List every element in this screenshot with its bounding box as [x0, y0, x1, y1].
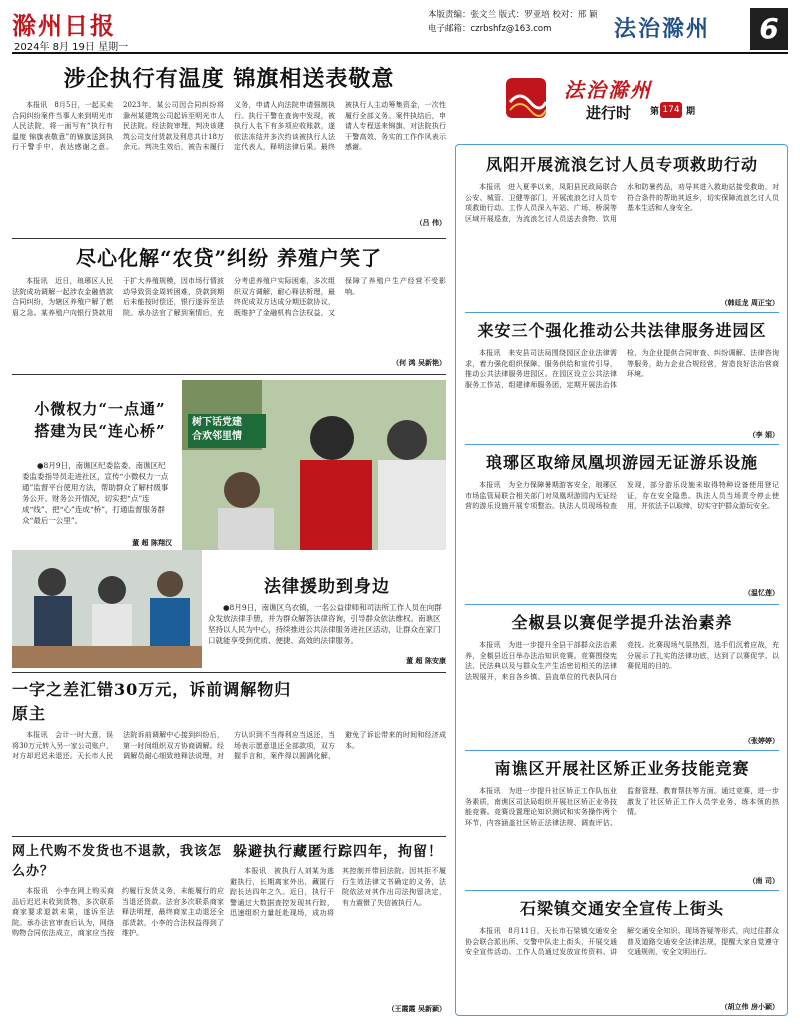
article-body [12, 100, 446, 216]
divider [12, 836, 446, 837]
photo-legal-aid [12, 550, 202, 668]
issue-prefix: 第 [650, 107, 660, 117]
article-body [465, 182, 779, 296]
headline: 来安三个强化推动公共法律服务进园区 [477, 321, 767, 340]
article-body [12, 730, 446, 832]
photo-image [12, 550, 202, 668]
article-r5 [465, 756, 779, 886]
article-paragraph: 本报讯 会计一时大意，误将30万元转入另一家公司账户，对方却迟迟未退还。天长市人民法院诉前调解中心接到纠纷后，第一时间组织双方协商调解。经调解员耐心细致地释法说理，对方认识到不当得利应当返还，当场表示愿意退还全部款项，双方握手言和，案件得以圆满化解，避免了诉讼带来的时间和经济成本。 [12, 731, 446, 761]
article-body [465, 926, 779, 1000]
article-paragraph: 本报讯 被执行人刘某为逃避执行，长期离家外出，藏匿行踪长达四年之久。近日，执行干警通过大数据查控发现其行踪，迅速组织力量赶赴现场，成功将其控制并带回法院。因其拒不履行生效法律文书确定的义务，法院依法对其作出司法拘留决定，有力震慑了失信被执行人。 [230, 867, 446, 918]
article-body [465, 480, 779, 586]
article-paragraph: 本报讯 为进一步提升社区矫正工作队伍业务素质，南谯区司法局组织开展社区矫正业务技能竞赛。竞赛设置理论知识测试和实务操作两个环节，内容涵盖社区矫正法律法规、调查评估、监督管理、教育帮扶等方面。通过竞赛，进一步激发了社区矫正工作人员学业务、练本领的热情。 [465, 787, 779, 827]
banner-title: 法治滁州 [564, 78, 652, 102]
photo-sign-text: 树下话党建 合欢邻里情 [192, 417, 242, 442]
paper-name: 滁州日报 [12, 11, 116, 40]
headline: 躲避执行藏匿行踪四年，拘留！ [233, 844, 443, 860]
issue-date: 2024年 8月 19日 星期一 [14, 42, 129, 53]
byline: （吕 伟） [415, 218, 446, 227]
section-name: 法治滁州 [614, 16, 711, 42]
banner-subtitle: 进行时 [586, 104, 632, 122]
article-body [12, 886, 224, 1018]
article-a7 [230, 842, 446, 1018]
divider [12, 238, 446, 239]
headline: 小微权力“一点通” 搭建为民“连心桥” [34, 400, 166, 440]
byline: （韩廷龙 周正宝） [720, 298, 779, 307]
headline: 石梁镇交通安全宣传上街头 [519, 899, 724, 918]
byline: （胡立伟 房小颖） [720, 1002, 779, 1011]
column-banner [506, 72, 756, 128]
staff-editors: 本版责编：张文兰 版式：罗亚培 校对：邢 颖 [428, 10, 598, 20]
article-paragraph: 本报讯 小李在网上购买商品后迟迟未收到货物，多次联系商家要求退款未果，遂诉至法院。承办法官审查后认为，网络购物合同依法成立，商家应当按约履行发货义务，未能履行的应当退还货款。法官多次联系商家释法明理，最终商家主动退还全部货款，小李的合法权益得到了维护。 [12, 887, 224, 938]
divider [465, 604, 779, 605]
issue-suffix: 期 [686, 107, 696, 117]
masthead [12, 6, 788, 54]
divider [12, 374, 446, 375]
article-r6 [465, 896, 779, 1012]
headline: 南谯区开展社区矫正业务技能竞赛 [494, 759, 750, 778]
article-r4 [465, 610, 779, 746]
article-r3 [465, 450, 779, 600]
article-a2 [12, 244, 446, 370]
divider [465, 890, 779, 891]
byline: 董 超 陈翔汉 [132, 538, 172, 547]
article-paragraph: 本报讯 进入夏季以来，凤阳县民政局联合公安、城管、卫健等部门，开展流浪乞讨人员专项救助行动。工作人员深入车站、广场、桥洞等区域开展巡查，为流浪乞讨人员送去食物、饮用水和防暑药品，劝导其进入救助站接受救助，对符合条件的帮助其返乡，切实保障流浪乞讨人员基本生活和人身安全。 [465, 183, 779, 223]
byline: （张婷婷） [744, 736, 779, 745]
article-body [465, 348, 779, 428]
byline: （温忆莲） [744, 588, 779, 597]
article-paragraph: 本报讯 来安县司法局围绕园区企业法律需求，着力强化组织保障、服务供给和宣传引导，推动公共法律服务进园区。在园区设立公共法律服务工作站，组建律师服务团，定期开展法治体检，为企业提供合同审查、纠纷调解、法律咨询等服务，助力企业合规经营，营造良好法治营商环境。 [465, 349, 779, 389]
headline: 涉企执行有温度 锦旗相送表敬意 [63, 66, 395, 92]
byline: （南 司） [748, 876, 779, 885]
article-r1 [465, 152, 779, 308]
headline: 一字之差汇错30万元，诉前调解物归原主 [12, 680, 292, 723]
issue-number: 174 [660, 102, 682, 118]
article-a6 [12, 842, 224, 1018]
headline: 尽心化解“农贷”纠纷 养殖户笑了 [76, 246, 382, 270]
photo-image [182, 380, 446, 550]
headline: 法律援助到身边 [264, 577, 390, 597]
article-r2 [465, 318, 779, 440]
divider [465, 444, 779, 445]
article-paragraph: 本报讯 近日，琅琊区人民法院成功调解一起涉农金融借款合同纠纷，为辖区养殖户解了燃眉之急。某养殖户向银行贷款用于扩大养殖规模，因市场行情波动导致资金周转困难，贷款到期后未能按时偿还，银行遂诉至法院。承办法官了解到案情后，充分考虑养殖户实际困难，多次组织双方调解，耐心释法析理，最终促成双方达成分期还款协议，既维护了金融机构合法权益，又保障了养殖户生产经营不受影响。 [12, 277, 446, 317]
photo-caption: ●8月9日，南谯区纪委监委、南谯区纪委监委指导员走进社区，宣传“小微权力一点通”监督平台使用方法，帮助群众了解村级事务公开、财务公开情况，切实把“点”连成“线”、把“心”连成“桥”，打通监督服务群众“最后一公里”。 [22, 461, 169, 525]
photo-caption: ●8月9日，南谯区乌衣镇，一名公益律师和司法所工作人员在向群众发放法律手册，并为群众解答法律咨询，引导群众依法维权。南谯区坚持以人民为中心，持续推进公共法律服务进社区活动，让群众在家门口就能享受到优质、便捷、高效的法律服务。 [208, 603, 442, 645]
article-a1 [12, 64, 446, 236]
headline: 凤阳开展流浪乞讨人员专项救助行动 [485, 155, 758, 174]
article-paragraph: 本报讯 8月11日，天长市石梁镇交通安全协会联合派出所、交警中队走上街头，开展交通安全宣传活动。工作人员通过发放宣传资料、讲解交通安全知识、现场答疑等形式，向过往群众普及道路交通安全法律法规，提醒大家自觉遵守交通规则，安全文明出行。 [465, 927, 779, 957]
headline: 网上代购不发货也不退款，我该怎么办？ [12, 844, 223, 879]
byline: （王霞霞 吴新颖） [387, 1004, 446, 1013]
divider [465, 312, 779, 313]
byline: 董 超 陈安康 [406, 656, 446, 665]
banner-emblem-icon [506, 72, 546, 124]
divider [12, 672, 446, 673]
headline: 全椒县以赛促学提升法治素养 [511, 613, 733, 632]
headline: 琅琊区取缔凤凰坝游园无证游乐设施 [485, 453, 758, 472]
article-body [230, 866, 446, 1002]
staff-info [428, 8, 598, 36]
photo-feature [12, 380, 446, 668]
article-body [465, 786, 779, 874]
article-paragraph: 本报讯 8月5日，一起买卖合同纠纷案件当事人来到明光市人民法院，将一面写有“执行有温度 锦旗表敬意”的锦旗送到执行干警手中，表达感谢之意。2023年，某公司因合同纠纷将滁州某建筑公司起诉至明光市人民法院。经法院审理，判决该建筑公司支付货款及利息共计18万余元。判决生效后，被告未履行义务，申请人向法院申请强制执行。执行干警在查询中发现，被执行人名下有多项应收账款，遂依法冻结并多次约谈被执行人法定代表人，释明法律后果。最终被执行人主动筹集资金，一次性履行全部义务。案件执结后，申请人专程送来锦旗，对法院执行干警高效、务实的工作作风表示感谢。 [12, 101, 446, 152]
byline: （何 鸿 吴新艳） [392, 358, 446, 367]
article-body [12, 276, 446, 356]
article-a5 [12, 678, 446, 832]
article-paragraph: 本报讯 为全力保障暑期游客安全，琅琊区市场监管局联合相关部门对凤凰坝游园内无证经营的游乐设施开展专项整治。执法人员现场检查发现，部分游乐设施未取得特种设备使用登记证，存在安全隐患。执法人员当场责令停止使用，并依法予以取缔，切实守护群众游玩安全。 [465, 481, 779, 511]
staff-email: 电子邮箱：czrbshfz@163.com [428, 24, 552, 34]
photo-party-volunteers [182, 380, 446, 550]
page-number: 6 [750, 8, 788, 50]
article-body [465, 640, 779, 734]
article-paragraph: 本报讯 为进一步提升全县干部群众法治素养，全椒县近日举办法治知识竞赛。竞赛围绕宪法、民法典以及与群众生产生活密切相关的法律法规展开，来自各乡镇、县直单位的代表队同台竞技。比赛现场气氛热烈，选手们沉着应战，充分展示了扎实的法律功底，达到了以赛促学、以赛促用的目的。 [465, 641, 779, 681]
byline: （李 娟） [748, 430, 779, 439]
divider [465, 750, 779, 751]
